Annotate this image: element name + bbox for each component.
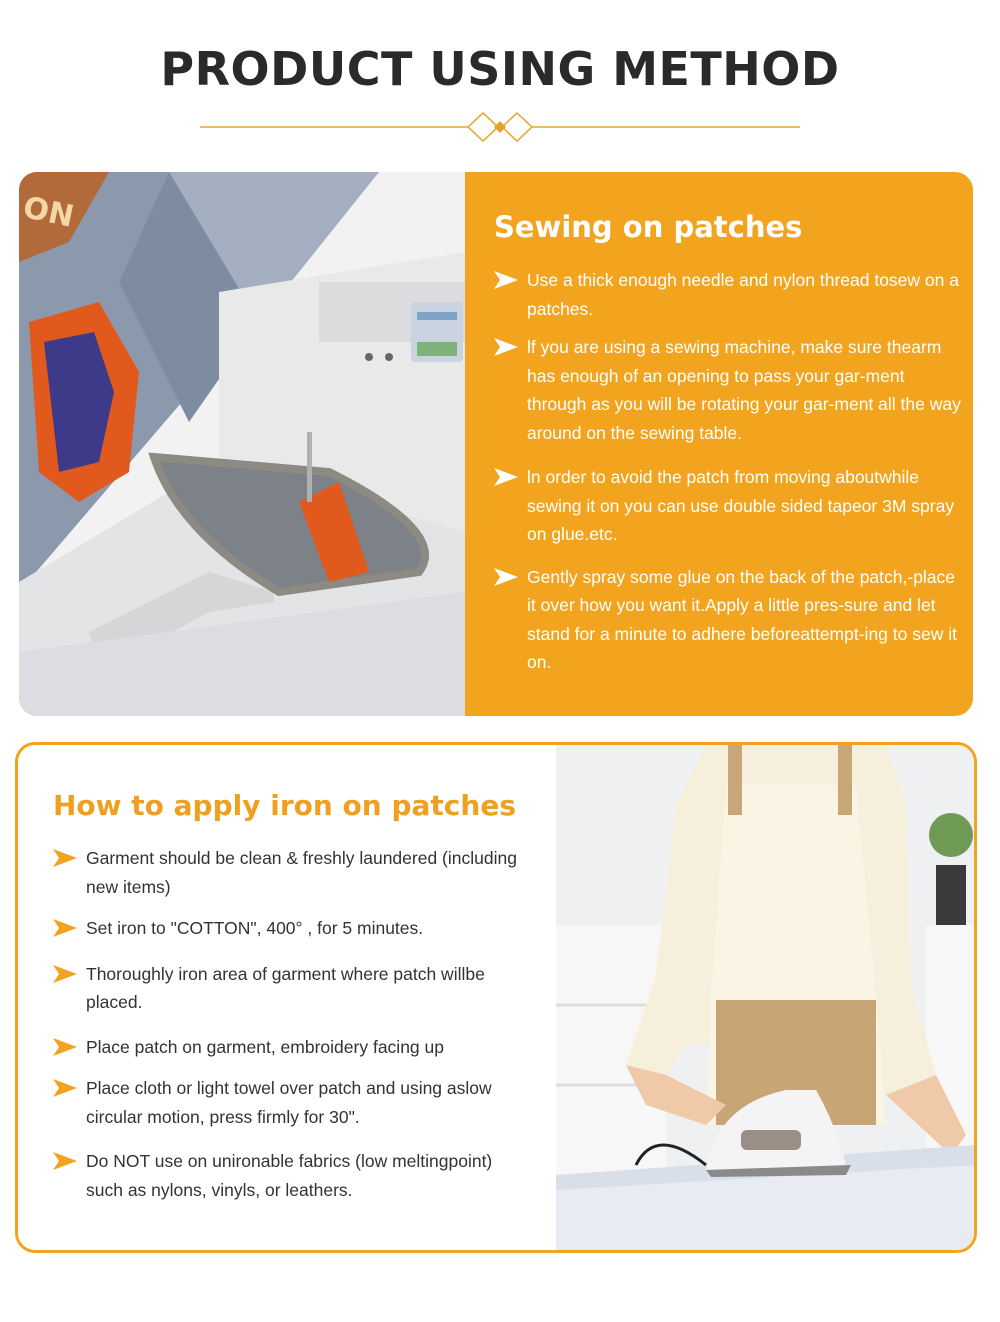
list-item-text: Do NOT use on unironable fabrics (low meltingpoint) such as nylons, vinyls, or leathers.	[86, 1151, 493, 1200]
list-item-text: Gently spray some glue on the back of the patch,-place it over how you want it.Apply a little pres-sure and let stand for a minute to adhere beforeattempt-ing to sew it on.	[527, 566, 957, 672]
list-item-text: lf you are using a sewing machine, make sure thearm has enough of an opening to pass your gar-ment through as you will be rotating your gar-ment all the way around on the sewing table.	[527, 337, 961, 443]
list-item	[53, 1147, 533, 1204]
title-divider	[200, 112, 800, 142]
patch-lettering: ON	[20, 190, 77, 235]
list-item-text: Place cloth or light towel over patch and using aslow circular motion, press firmly for 30".	[86, 1078, 492, 1127]
list-item	[494, 266, 964, 323]
sewing-heading: Sewing on patches	[494, 210, 803, 244]
list-item-text: Use a thick enough needle and nylon thread tosew on a patches.	[527, 270, 959, 319]
iron-card	[15, 742, 977, 1253]
sewing-card	[19, 172, 973, 716]
list-item	[494, 463, 964, 549]
arrow-bullet-icon	[494, 563, 527, 591]
arrow-bullet-icon	[53, 844, 86, 872]
list-item-text: Set iron to "COTTON", 400° , for 5 minutes.	[86, 918, 424, 938]
list-item	[53, 844, 533, 901]
list-item	[53, 960, 533, 1017]
arrow-bullet-icon	[53, 960, 86, 988]
arrow-bullet-icon	[494, 333, 527, 361]
list-item-text: Thoroughly iron area of garment where patch willbe placed.	[86, 963, 485, 1012]
list-item	[494, 563, 964, 677]
page-title: PRODUCT USING METHOD	[160, 42, 840, 96]
list-item	[53, 1033, 533, 1062]
list-item	[53, 914, 533, 943]
arrow-bullet-icon	[53, 1074, 86, 1102]
arrow-bullet-icon	[53, 914, 86, 942]
arrow-bullet-icon	[53, 1147, 86, 1175]
sewing-machine-photo	[19, 172, 465, 716]
list-item-text: Garment should be clean & freshly laundered (including new items)	[86, 848, 517, 897]
list-item	[494, 333, 964, 447]
list-item-text: ln order to avoid the patch from moving aboutwhile sewing it on you can use double sided tapeor 3M spray on glue.etc.	[527, 467, 955, 544]
list-item-text: Place patch on garment, embroidery facing up	[86, 1036, 444, 1057]
arrow-bullet-icon	[494, 266, 527, 294]
arrow-bullet-icon	[53, 1033, 86, 1061]
list-item	[53, 1074, 533, 1131]
iron-heading: How to apply iron on patches	[53, 789, 516, 822]
arrow-bullet-icon	[494, 463, 527, 491]
ironing-photo	[556, 745, 974, 1250]
